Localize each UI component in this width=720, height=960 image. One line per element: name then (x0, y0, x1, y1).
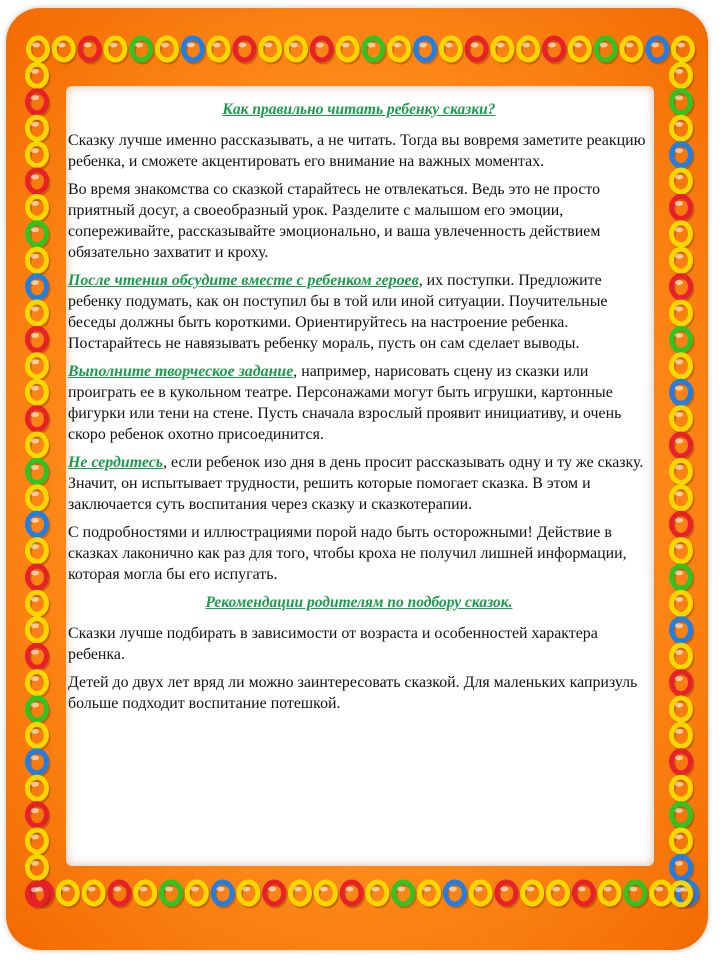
ring-bead (648, 38, 669, 62)
ring-bead (672, 117, 693, 141)
ring-bead (672, 144, 693, 168)
paragraph-7: Сказки лучше подбирать в зависимости от возраста и особенностей характера ребенка. (68, 625, 598, 663)
ring-bead (291, 882, 312, 906)
ring-bead (239, 882, 260, 906)
ring-bead (622, 38, 643, 62)
ring-bead (28, 276, 49, 300)
ring-bead (162, 882, 183, 906)
paragraph-6: С подробностями и иллюстрациями порой надо быть осторожными! Действие в сказках лаконично как раз для того, чтобы кроха не получил лишней информации, которая могла бы его испугать. (68, 524, 627, 583)
ring-bead (672, 249, 693, 273)
ring-bead (80, 38, 101, 62)
highlight-discuss-heroes: После чтения обсудите вместе с ребенком героев (68, 272, 419, 289)
paragraph-8: Детей до двух лет вряд ли можно заинтересовать сказкой. Для маленьких капризуль больше подходит воспитание потешкой. (68, 674, 638, 712)
ring-bead (672, 302, 693, 326)
ring-bead (672, 64, 693, 88)
paragraph-3 (68, 270, 650, 354)
ring-bead (672, 566, 693, 590)
ring-bead (28, 381, 49, 405)
ring-bead (132, 38, 153, 62)
ring-bead (28, 487, 49, 511)
paragraph-5-text: , если ребенок изо дня в день просит рассказывать одну и ту же сказку. Значит, он испытывает трудности, решить которые помогает сказка. В этом и заключается суть воспитания через сказку и сказкотерапии. (68, 454, 644, 513)
ring-bead (28, 460, 49, 484)
ring-bead (28, 434, 49, 458)
ring-bead (287, 38, 308, 62)
ring-bead (471, 882, 492, 906)
ring-bead (672, 196, 693, 220)
ring-bead (497, 882, 518, 906)
page-title: Как правильно читать ребенку сказки? (222, 101, 496, 118)
ring-bead (28, 64, 49, 88)
ring-bead (394, 882, 415, 906)
ring-bead (110, 882, 130, 906)
ring-bead (626, 882, 647, 906)
ring-bead (28, 91, 49, 115)
ring-bead (28, 540, 49, 564)
ring-bead (545, 38, 566, 62)
paragraph-5 (68, 452, 650, 515)
ring-bead (187, 882, 208, 906)
ring-bead (28, 645, 49, 669)
ring-bead (672, 540, 693, 564)
ring-bead (28, 117, 49, 141)
ring-bead (445, 882, 466, 906)
ring-bead (672, 645, 693, 669)
ring-bead (672, 91, 693, 115)
ring-bead (672, 777, 693, 801)
ring-bead (158, 38, 179, 62)
ring-bead (58, 882, 79, 906)
ring-bead (213, 882, 234, 906)
ring-bead (28, 856, 49, 880)
ring-bead (672, 619, 693, 643)
ring-bead (106, 38, 127, 62)
ring-bead (261, 38, 282, 62)
ring-bead (672, 487, 693, 511)
ring-bead (674, 38, 695, 62)
ring-bead (672, 513, 693, 537)
ring-bead (441, 38, 462, 62)
section-subtitle: Рекомендации родителям по подбору сказок. (205, 594, 513, 611)
highlight-creative-task: Выполните творческое задание (68, 363, 294, 380)
ring-bead (672, 460, 693, 484)
ring-bead (28, 408, 49, 432)
ring-bead (28, 566, 49, 590)
ring-bead (342, 882, 363, 906)
ring-bead (672, 434, 693, 458)
ring-bead (672, 381, 693, 405)
ring-bead (519, 38, 540, 62)
ring-bead (368, 882, 389, 906)
ring-bead (28, 223, 49, 247)
ring-bead (28, 302, 49, 326)
ring-bead (672, 830, 693, 854)
ring-bead (316, 882, 337, 906)
paragraph-1: Сказку лучше именно рассказывать, а не читать. Тогда вы вовремя заметите реакцию ребенка, и сможете акцентировать его внимание на важных моментах. (68, 132, 646, 170)
ring-bead (136, 882, 157, 906)
ring-bead (672, 751, 693, 775)
paragraph-2: Во время знакомства со сказкой старайтесь не отвлекаться. Ведь это не просто приятный досуг, а своеобразный урок. Разделите с малышом его эмоции, сопереживайте, рассказывайте эмоционально, и ваша увлеченность действием обязательно захватит и кроху. (68, 181, 601, 261)
ring-bead (600, 882, 621, 906)
paragraph-4 (68, 361, 650, 445)
ring-bead (570, 38, 591, 62)
ring-bead (28, 170, 49, 194)
highlight-dont-be-angry: Не сердитесь (68, 454, 164, 471)
article (68, 99, 650, 721)
ring-bead (338, 38, 359, 62)
ring-bead (28, 355, 49, 379)
ring-bead (54, 38, 75, 62)
ring-bead (493, 38, 514, 62)
ring-bead (672, 883, 693, 907)
ring-bead (29, 38, 50, 62)
ring-bead (183, 38, 204, 62)
ring-bead (28, 698, 49, 722)
ring-bead (672, 328, 693, 352)
paragraph-4-text: , например, нарисовать сцену из сказки или проиграть ее в кукольном театре. Персонажами могут быть игрушки, картонные фигурки или тени на стене. Пусть сначала взрослый проявит инициативу, и очень скоро ребенок охотно присоединится. (68, 363, 622, 443)
ring-bead (672, 355, 693, 379)
ring-bead (28, 804, 49, 828)
paragraph-3-text: , их поступки. Предложите ребенку подумать, как он поступил бы в той или иной ситуации. Поучительные беседы должны быть короткими. Ориентируйтесь на настроение ребенка. Постарайтесь не навязывать ребенку мораль, пусть он сам сделает выводы. (68, 272, 608, 352)
ring-bead (265, 882, 286, 906)
ring-bead (672, 276, 693, 300)
ring-bead (84, 882, 105, 906)
ring-bead (390, 38, 411, 62)
ring-bead (672, 856, 693, 880)
ring-bead (364, 38, 385, 62)
ring-bead (467, 38, 488, 62)
ring-bead (28, 672, 49, 696)
ring-bead (596, 38, 617, 62)
ring-bead (312, 38, 333, 62)
ring-bead (672, 408, 693, 432)
ring-bead (672, 698, 693, 722)
ring-bead (28, 328, 49, 352)
ring-bead (672, 592, 693, 616)
ring-bead (28, 513, 49, 537)
ring-bead (28, 724, 49, 748)
ring-bead (28, 777, 49, 801)
ring-bead (672, 170, 693, 194)
ring-bead (28, 619, 49, 643)
ring-bead (28, 144, 49, 168)
ring-bead (672, 724, 693, 748)
ring-bead (235, 38, 256, 62)
ring-bead (523, 882, 544, 906)
ring-bead (672, 223, 693, 247)
ring-bead (549, 882, 570, 906)
ring-bead (28, 196, 49, 220)
ring-bead (28, 751, 49, 775)
ring-bead (28, 830, 49, 854)
ring-bead (672, 804, 693, 828)
ring-bead (574, 882, 595, 906)
ring-bead (209, 38, 230, 62)
ring-bead (28, 883, 49, 907)
ring-bead (672, 672, 693, 696)
ring-bead (416, 38, 437, 62)
ring-bead (420, 882, 441, 906)
ring-bead (28, 249, 49, 273)
ring-bead (28, 592, 49, 616)
